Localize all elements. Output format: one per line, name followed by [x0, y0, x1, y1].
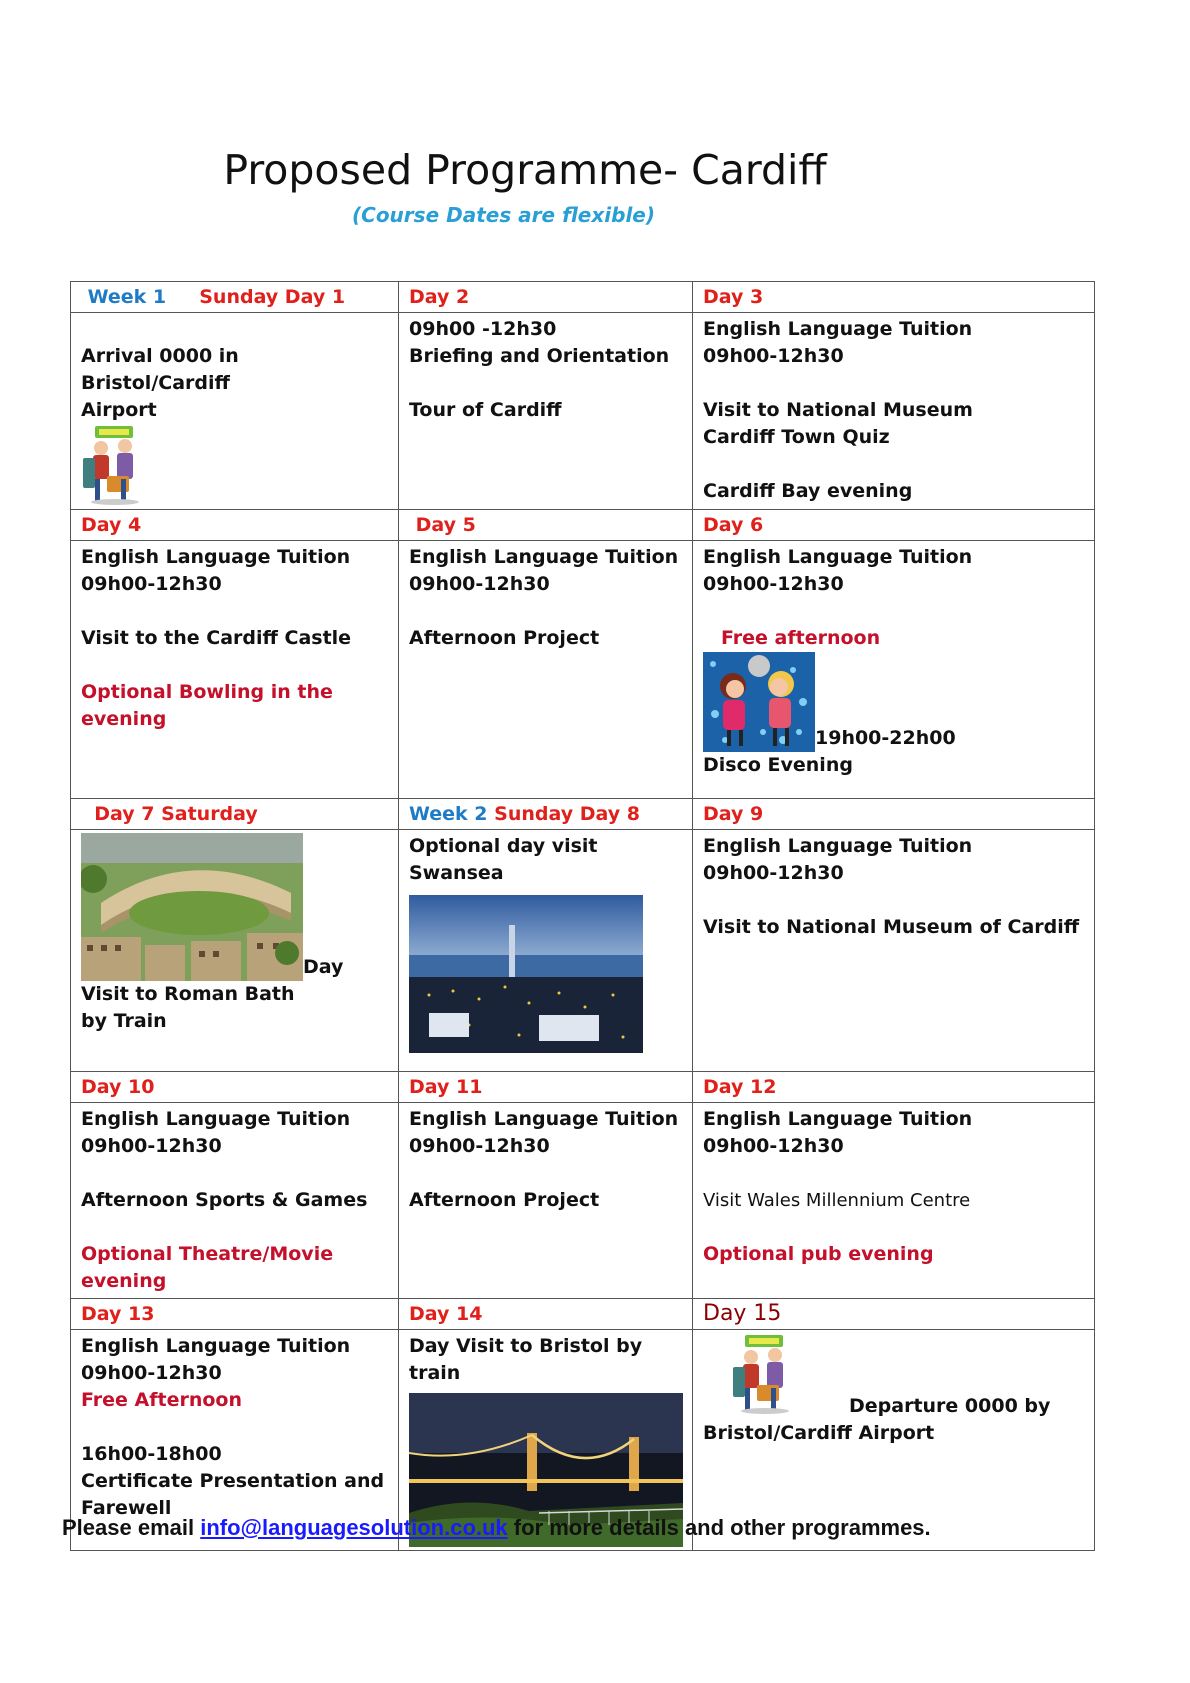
- week-label: Week 2: [409, 803, 488, 825]
- cell-line: English Language Tuition: [81, 1335, 351, 1357]
- day-label: Day 15: [703, 1301, 782, 1326]
- day-cell: [399, 1103, 693, 1299]
- day-cell: [693, 541, 1095, 799]
- day-header-cell: [71, 510, 399, 541]
- royal-crescent-bath-photo: [81, 833, 303, 981]
- cell-line: Visit to the Cardiff Castle: [81, 627, 352, 649]
- day-cell: [693, 1103, 1095, 1299]
- cell-line: Afternoon Project: [409, 1189, 600, 1211]
- day-cell: [399, 313, 693, 510]
- traveller-illustration: [81, 424, 149, 506]
- cell-line: English Language Tuition: [703, 1108, 973, 1130]
- cell-line: Tour of Cardiff: [409, 399, 562, 421]
- cell-line: Visit Wales Millennium Centre: [703, 1190, 971, 1211]
- cell-line: Optional Bowling in the evening: [81, 681, 333, 730]
- cell-line: Optional day visit: [409, 835, 598, 857]
- day-header-cell: [399, 282, 693, 313]
- cell-line: Optional pub evening: [703, 1243, 934, 1265]
- day-header-cell: [693, 1072, 1095, 1103]
- cell-line: Briefing and Orientation: [409, 345, 670, 367]
- day-cell: [399, 541, 693, 799]
- programme-table: [70, 281, 1095, 1551]
- cell-line: Disco Evening: [703, 754, 853, 776]
- day-cell: [71, 541, 399, 799]
- cell-line: 09h00-12h30: [703, 345, 844, 367]
- cell-line: Airport: [81, 399, 157, 421]
- table-header-row: [71, 510, 1095, 541]
- swansea-night-photo: [409, 895, 643, 1053]
- cell-line: 09h00-12h30: [409, 573, 550, 595]
- cell-line: Free afternoon: [721, 627, 881, 649]
- cell-line: English Language Tuition: [81, 546, 351, 568]
- cell-line: by Train: [81, 1010, 167, 1032]
- cell-line: Afternoon Sports & Games: [81, 1189, 368, 1211]
- day-label: Day 10: [81, 1076, 155, 1098]
- cell-line: English Language Tuition: [409, 1108, 679, 1130]
- cell-line: 09h00-12h30: [703, 1135, 844, 1157]
- day-label: Day 5: [415, 514, 476, 536]
- cell-line: Optional Theatre/Movie evening: [81, 1243, 334, 1292]
- table-row: [71, 541, 1095, 799]
- footer-contact: [62, 1515, 931, 1541]
- day-label: Day 12: [703, 1076, 777, 1098]
- cell-line: Visit to Roman Bath: [81, 983, 295, 1005]
- day-cell: [693, 830, 1095, 1072]
- cell-line: Day: [303, 956, 344, 978]
- footer-text: Please email: [62, 1515, 201, 1540]
- cell-line: English Language Tuition: [703, 835, 973, 857]
- cell-line: Afternoon Project: [409, 627, 600, 649]
- day-header-cell: [399, 799, 693, 830]
- day-header-cell: [399, 510, 693, 541]
- email-link[interactable]: info@languagesolution.co.uk: [200, 1515, 508, 1540]
- week-label: Week 1: [87, 286, 167, 308]
- day-header-cell: [399, 1299, 693, 1330]
- cell-line: English Language Tuition: [703, 318, 973, 340]
- day-header-cell: [71, 799, 399, 830]
- day-label: Day 6: [703, 514, 764, 536]
- cell-line: Cardiff Town Quiz: [703, 426, 890, 448]
- cell-line: Day Visit to Bristol by train: [409, 1335, 643, 1384]
- cell-line: Visit to National Museum of Cardiff: [703, 916, 1080, 938]
- footer-text: for more details and other programmes.: [507, 1515, 931, 1540]
- disco-illustration: [703, 652, 815, 752]
- day-cell: [693, 313, 1095, 510]
- page-title: Proposed Programme- Cardiff: [223, 146, 827, 194]
- cell-line: Farewell: [81, 1497, 172, 1519]
- day-label: Day 9: [703, 803, 764, 825]
- day-label: Sunday Day 8: [494, 803, 640, 825]
- day-label: Day 3: [703, 286, 764, 308]
- day-cell: [71, 830, 399, 1072]
- table-header-row: [71, 1072, 1095, 1103]
- day-label: Day 7 Saturday: [94, 803, 258, 825]
- day-label: Day 13: [81, 1303, 155, 1325]
- cell-line: 16h00-18h00: [81, 1443, 222, 1465]
- cell-line: Certificate Presentation and: [81, 1470, 385, 1492]
- day-header-cell: [71, 1072, 399, 1103]
- day-label: Day 2: [409, 286, 470, 308]
- cell-line: 09h00-12h30: [81, 573, 222, 595]
- cell-line: 09h00-12h30: [703, 862, 844, 884]
- cell-line: 09h00-12h30: [703, 573, 844, 595]
- day-header-cell: [693, 282, 1095, 313]
- day-header-cell: [71, 1299, 399, 1330]
- cell-line: Bristol/Cardiff Airport: [703, 1422, 935, 1444]
- day-header-cell: [693, 799, 1095, 830]
- table-header-row: [71, 282, 1095, 313]
- day-header-cell: [399, 1072, 693, 1103]
- cell-line: English Language Tuition: [703, 546, 973, 568]
- table-header-row: [71, 1299, 1095, 1330]
- table-row: [71, 313, 1095, 510]
- day-label: Sunday Day 1: [199, 286, 346, 308]
- cell-line: 09h00-12h30: [81, 1135, 222, 1157]
- table-row: [71, 1103, 1095, 1299]
- page-subtitle: (Course Dates are flexible): [352, 203, 656, 227]
- cell-line: 09h00 -12h30: [409, 318, 557, 340]
- table-header-row: [71, 799, 1095, 830]
- cell-line: 09h00-12h30: [409, 1135, 550, 1157]
- cell-line: English Language Tuition: [409, 546, 679, 568]
- cell-line: Visit to National Museum: [703, 399, 973, 421]
- day-cell: [399, 830, 693, 1072]
- cell-line: Swansea: [409, 862, 504, 884]
- cell-line: 19h00-22h00: [815, 727, 956, 749]
- day-cell: [71, 1103, 399, 1299]
- day-header-cell: [71, 282, 399, 313]
- day-cell: [71, 313, 399, 510]
- cell-line: 09h00-12h30: [81, 1362, 222, 1384]
- day-header-cell: [693, 510, 1095, 541]
- cell-line: Arrival 0000 in Bristol/Cardiff: [81, 345, 239, 394]
- cell-line: English Language Tuition: [81, 1108, 351, 1130]
- day-label: Day 4: [81, 514, 142, 536]
- day-header-cell: [693, 1299, 1095, 1330]
- day-label: Day 11: [409, 1076, 483, 1098]
- table-row: [71, 830, 1095, 1072]
- cell-line: Free Afternoon: [81, 1389, 242, 1411]
- cell-line: Cardiff Bay evening: [703, 480, 913, 502]
- day-label: Day 14: [409, 1303, 483, 1325]
- cell-line: Departure 0000 by: [849, 1395, 1051, 1417]
